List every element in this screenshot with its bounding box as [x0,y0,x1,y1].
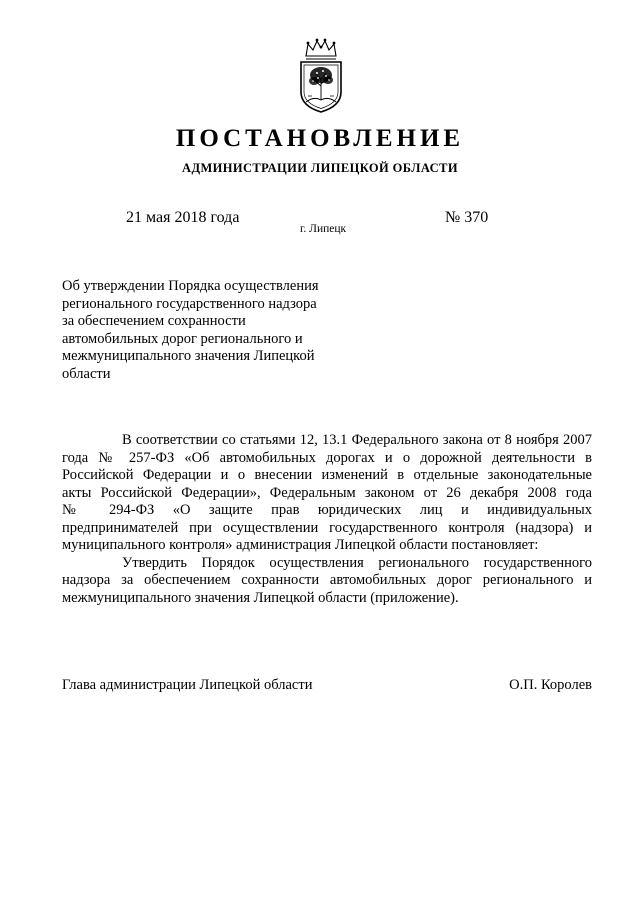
body-line: Утвердить Порядок осуществления регионального государственного [122,554,592,571]
heading-line: Об утверждении Порядка осуществления [62,278,319,294]
document-title: ПОСТАНОВЛЕНИЕ [175,125,465,152]
body-line: межмуниципального значения Липецкой области (приложение). [62,589,459,606]
document-issuer: АДМИНИСТРАЦИИ ЛИПЕЦКОЙ ОБЛАСТИ [182,161,458,175]
heading-line: межмуниципального значения Липецкой [62,348,315,364]
body-line: года № 257-ФЗ «Об автомобильных дорогах и о дорожной деятельности в [62,449,592,466]
body-line: акты Российской Федерации», Федеральным законом от 26 декабря 2008 года [62,484,592,501]
body-line: предпринимателей при осуществлении государственного контроля (надзора) и [62,519,592,536]
body-line: муниципального контроля» администрация Липецкой области постановляет: [62,537,539,553]
document-heading [62,278,362,383]
heading-line: регионального государственного надзора [62,295,317,312]
signature-position: Глава администрации Липецкой области [62,677,313,693]
paragraph-resolution [62,555,592,608]
signature-name: О.П. Королев [509,677,592,693]
body-line: Российской Федерации и о внесении изменений в отдельные законодательные [62,467,592,483]
document-body [62,432,592,607]
body-line: надзора за обеспечением сохранности автомобильных дорог регионального и [62,572,592,588]
document-city: г. Липецк [300,223,347,235]
document-number: № 370 [445,209,489,226]
heading-line: области [62,365,111,382]
body-line: № 294-ФЗ «О защите прав юридических лиц и индивидуальных [62,502,592,518]
heading-line: автомобильных дорог регионального и [62,330,303,347]
paragraph-preamble [62,432,592,555]
document-date: 21 мая 2018 года [126,209,240,226]
coat-of-arms-icon [296,36,346,114]
body-line: В соответствии со статьями 12, 13.1 Федерального закона от 8 ноября 2007 [122,432,592,448]
heading-line: за обеспечением сохранности [62,313,246,329]
